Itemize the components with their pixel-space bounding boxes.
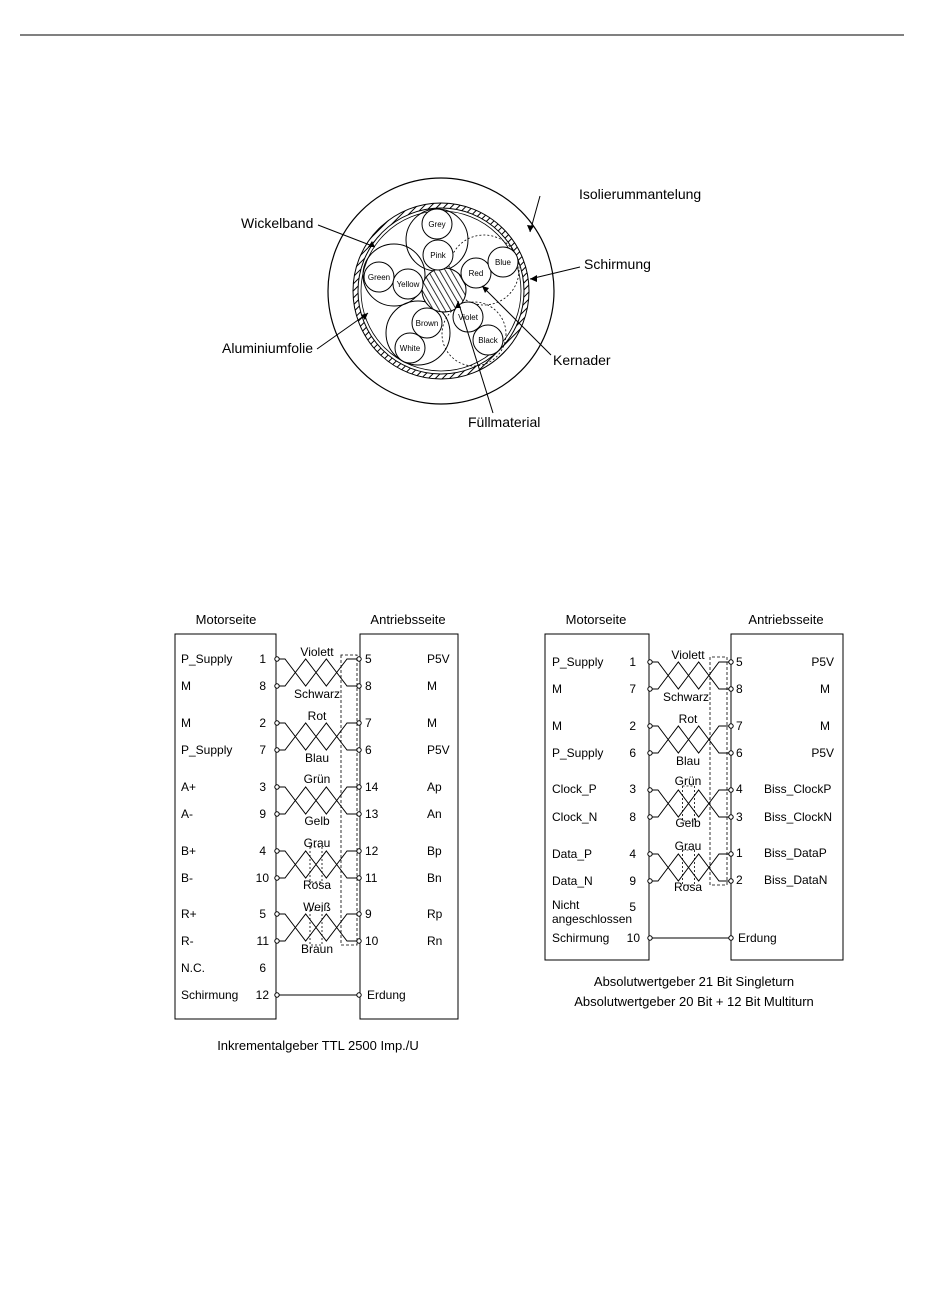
- callout-fuellmaterial: Füllmaterial: [468, 414, 541, 430]
- right-drive-label: Biss_DataN: [764, 873, 828, 887]
- pin-terminal: [648, 660, 652, 664]
- pin-terminal: [648, 879, 652, 883]
- pin-terminal: [275, 748, 279, 752]
- overall-shield: [710, 657, 727, 885]
- pin-terminal: [275, 812, 279, 816]
- wire-conductor: [650, 662, 731, 689]
- right-motor-label-line2: angeschlossen: [552, 912, 633, 926]
- left-drive-label: An: [427, 807, 442, 821]
- left-pair-color-bottom: Schwarz: [293, 687, 341, 701]
- left-drive-pin: 8: [365, 679, 372, 693]
- pin-terminal: [648, 852, 652, 856]
- right-motor-label: Clock_P: [552, 782, 597, 796]
- overall-shield: [341, 655, 357, 945]
- pin-terminal: [275, 912, 279, 916]
- right-motor-pin: 7: [629, 682, 636, 696]
- left-drive-label: Rp: [427, 907, 443, 921]
- right-motor-pin: 6: [629, 746, 636, 760]
- wire-white-label: White: [399, 344, 421, 353]
- right-drive-pin: 6: [736, 746, 743, 760]
- left-motor-label: A+: [181, 780, 197, 794]
- left-motor-label: M: [181, 679, 191, 693]
- left-motor-label: M: [181, 716, 191, 730]
- pin-terminal: [357, 939, 361, 943]
- wire-conductor: [277, 851, 359, 878]
- left-pair-color-bottom: Braun: [300, 942, 334, 956]
- right-drive-label: M: [820, 682, 830, 696]
- pin-terminal: [357, 849, 361, 853]
- pin-terminal: [275, 993, 279, 997]
- left-motor-label: A-: [181, 807, 193, 821]
- right-drive-label: M: [820, 719, 830, 733]
- left-motor-pin: 1: [259, 652, 266, 666]
- right-pair-color-bottom: Gelb: [675, 816, 701, 830]
- right-drive-label: Biss_DataP: [764, 846, 827, 860]
- right-drive-label: Erdung: [738, 931, 777, 945]
- pin-terminal: [729, 815, 733, 819]
- left-drive-pin: 11: [365, 871, 378, 885]
- right-motor-label: M: [552, 682, 562, 696]
- right-pair-color-top: Grau: [674, 839, 702, 853]
- left-motor-pin: 4: [259, 844, 266, 858]
- left-motor-pin: 10: [255, 871, 269, 885]
- wire-conductor: [650, 726, 731, 753]
- left-motor-header: Motorseite: [195, 612, 257, 627]
- left-drive-label: M: [427, 716, 437, 730]
- left-drive-box: [360, 634, 458, 1019]
- wire-conductor: [277, 851, 359, 878]
- left-drive-label: P5V: [427, 743, 450, 757]
- left-drive-pin: 10: [365, 934, 379, 948]
- left-pair-color-top: Rot: [307, 709, 327, 723]
- left-caption: Inkrementalgeber TTL 2500 Imp./U: [217, 1038, 419, 1053]
- right-drive-pin: 1: [736, 846, 743, 860]
- wire-pink-label: Pink: [430, 251, 446, 260]
- left-drive-label: Bp: [427, 844, 442, 858]
- right-pair-color-top: Grün: [674, 774, 702, 788]
- right-motor-pin: 10: [626, 931, 640, 945]
- right-motor-label: Clock_N: [552, 810, 598, 824]
- left-pair-color-bottom: Blau: [304, 751, 330, 765]
- right-motor-label: P_Supply: [552, 655, 604, 669]
- pin-terminal: [648, 724, 652, 728]
- pin-terminal: [357, 684, 361, 688]
- left-row: [181, 961, 266, 975]
- pin-terminal: [275, 721, 279, 725]
- pin-terminal: [648, 936, 652, 940]
- right-motor-label: Data_N: [552, 874, 593, 888]
- pin-terminal: [729, 852, 733, 856]
- left-motor-label: P_Supply: [181, 652, 233, 666]
- right-motor-label-line1: Nicht: [552, 898, 580, 912]
- right-pair-color-bottom: Rosa: [673, 880, 703, 894]
- wire-conductor: [650, 662, 731, 689]
- right-drive-pin: 2: [736, 873, 743, 887]
- wire-red-label: Red: [468, 269, 484, 278]
- left-drive-label: P5V: [427, 652, 450, 666]
- left-motor-label: Schirmung: [181, 988, 239, 1002]
- left-pair-color-bottom: Gelb: [304, 814, 330, 828]
- right-drive-header: Antriebsseite: [748, 612, 824, 627]
- left-motor-pin: 12: [255, 988, 269, 1002]
- right-drive-pin: 3: [736, 810, 743, 824]
- right-drive-label: Biss_ClockP: [764, 782, 832, 796]
- wire-conductor: [650, 790, 731, 817]
- callout-wickelband: Wickelband: [241, 215, 314, 231]
- left-drive-pin: 12: [365, 844, 379, 858]
- left-pair-color-top: Grau: [303, 836, 331, 850]
- right-drive-pin: 5: [736, 655, 743, 669]
- pin-terminal: [275, 657, 279, 661]
- right-caption-line1: Absolutwertgeber 21 Bit Singleturn: [593, 974, 795, 989]
- wiring-diagram-incremental: [175, 612, 458, 1053]
- left-motor-label: R-: [181, 934, 194, 948]
- left-drive-pin: 5: [365, 652, 372, 666]
- left-drive-pin: 6: [365, 743, 372, 757]
- pin-terminal: [648, 751, 652, 755]
- right-pair-color-bottom: Schwarz: [662, 690, 710, 704]
- wire-conductor: [277, 723, 359, 750]
- pin-terminal: [357, 812, 361, 816]
- callout-isolierummantelung: Isolierummantelung: [579, 186, 702, 202]
- wire-conductor: [277, 914, 359, 941]
- right-pair-color-top: Rot: [678, 712, 698, 726]
- pin-terminal: [729, 724, 733, 728]
- wire-brown-label: Brown: [415, 319, 439, 328]
- right-motor-pin: 4: [629, 847, 636, 861]
- pin-terminal: [357, 876, 361, 880]
- right-motor-label: P_Supply: [552, 746, 604, 760]
- wire-conductor: [277, 787, 359, 814]
- callout-kernader: Kernader: [553, 352, 611, 368]
- right-motor-pin: 3: [629, 782, 636, 796]
- pin-terminal: [648, 788, 652, 792]
- right-motor-pin: 2: [629, 719, 636, 733]
- wire-conductor: [650, 854, 731, 881]
- wire-conductor: [277, 787, 359, 814]
- right-drive-pin: 4: [736, 782, 743, 796]
- left-motor-pin: 3: [259, 780, 266, 794]
- pin-terminal: [729, 879, 733, 883]
- right-motor-pin: 1: [629, 655, 636, 669]
- left-motor-label: B-: [181, 871, 193, 885]
- left-drive-header: Antriebsseite: [370, 612, 446, 627]
- pin-terminal: [357, 912, 361, 916]
- pin-terminal: [275, 849, 279, 853]
- left-motor-pin: 8: [259, 679, 266, 693]
- left-pair-color-top: Violett: [300, 645, 334, 659]
- right-motor-pin: 9: [629, 874, 636, 888]
- callout-aluminiumfolie: Aluminiumfolie: [222, 340, 314, 356]
- left-motor-pin: 11: [256, 934, 269, 948]
- left-motor-pin: 2: [259, 716, 266, 730]
- wire-grey-label: Grey: [428, 220, 446, 229]
- left-motor-pin: 9: [259, 807, 266, 821]
- right-motor-label: M: [552, 719, 562, 733]
- right-motor-header: Motorseite: [565, 612, 627, 627]
- left-motor-label: B+: [181, 844, 197, 858]
- right-drive-label: Biss_ClockN: [764, 810, 833, 824]
- right-pair-color-bottom: Blau: [675, 754, 701, 768]
- pin-terminal: [648, 687, 652, 691]
- cable-cross-section: [317, 178, 580, 413]
- left-drive-label: Erdung: [367, 988, 406, 1002]
- pin-terminal: [729, 936, 733, 940]
- pin-terminal: [729, 788, 733, 792]
- pin-terminal: [357, 721, 361, 725]
- left-motor-label: N.C.: [181, 961, 205, 975]
- right-drive-pin: 8: [736, 682, 743, 696]
- left-drive-pin: 14: [365, 780, 379, 794]
- left-motor-pin: 7: [259, 743, 266, 757]
- wire-green-label: Green: [367, 273, 391, 282]
- wire-violet-label: Violet: [458, 313, 478, 322]
- wire-conductor: [277, 723, 359, 750]
- wire-conductor: [277, 914, 359, 941]
- callout-schirmung: Schirmung: [584, 256, 651, 272]
- right-drive-label: P5V: [811, 746, 834, 760]
- right-motor-pin: 5: [629, 900, 636, 914]
- pin-terminal: [275, 876, 279, 880]
- pin-terminal: [729, 660, 733, 664]
- pin-terminal: [648, 815, 652, 819]
- pin-terminal: [357, 748, 361, 752]
- left-drive-pin: 9: [365, 907, 372, 921]
- left-drive-pin: 7: [365, 716, 372, 730]
- pin-terminal: [275, 939, 279, 943]
- left-pair-color-top: Weiß: [303, 900, 331, 914]
- right-motor-pin: 8: [629, 810, 636, 824]
- wire-conductor: [650, 854, 731, 881]
- wire-conductor: [650, 726, 731, 753]
- pin-terminal: [729, 751, 733, 755]
- wire-yellow-label: Yellow: [396, 280, 420, 289]
- left-drive-label: Ap: [427, 780, 442, 794]
- left-motor-pin: 5: [259, 907, 266, 921]
- pin-terminal: [357, 993, 361, 997]
- left-pair-color-bottom: Rosa: [302, 878, 332, 892]
- left-drive-pin: 13: [365, 807, 379, 821]
- wire-conductor: [650, 790, 731, 817]
- pin-terminal: [357, 785, 361, 789]
- left-motor-pin: 6: [259, 961, 266, 975]
- wire-conductor: [277, 659, 359, 686]
- right-pair-color-top: Violett: [671, 648, 705, 662]
- right-drive-label: P5V: [811, 655, 834, 669]
- right-drive-pin: 7: [736, 719, 743, 733]
- left-motor-label: R+: [181, 907, 197, 921]
- twisted-pair-wiring: [275, 655, 733, 997]
- pin-terminal: [357, 657, 361, 661]
- left-pair-color-top: Grün: [303, 772, 331, 786]
- right-caption-line2: Absolutwertgeber 20 Bit + 12 Bit Multiturn: [574, 994, 814, 1009]
- right-motor-label: Schirmung: [552, 931, 610, 945]
- right-row: [552, 898, 636, 926]
- pin-terminal: [275, 684, 279, 688]
- wire-black-label: Black: [478, 336, 498, 345]
- left-drive-label: Rn: [427, 934, 443, 948]
- wire-conductor: [277, 659, 359, 686]
- left-drive-label: M: [427, 679, 437, 693]
- right-motor-label: Data_P: [552, 847, 593, 861]
- pin-terminal: [275, 785, 279, 789]
- pin-terminal: [729, 687, 733, 691]
- left-drive-label: Bn: [427, 871, 442, 885]
- wire-blue-label: Blue: [494, 258, 512, 267]
- left-motor-label: P_Supply: [181, 743, 233, 757]
